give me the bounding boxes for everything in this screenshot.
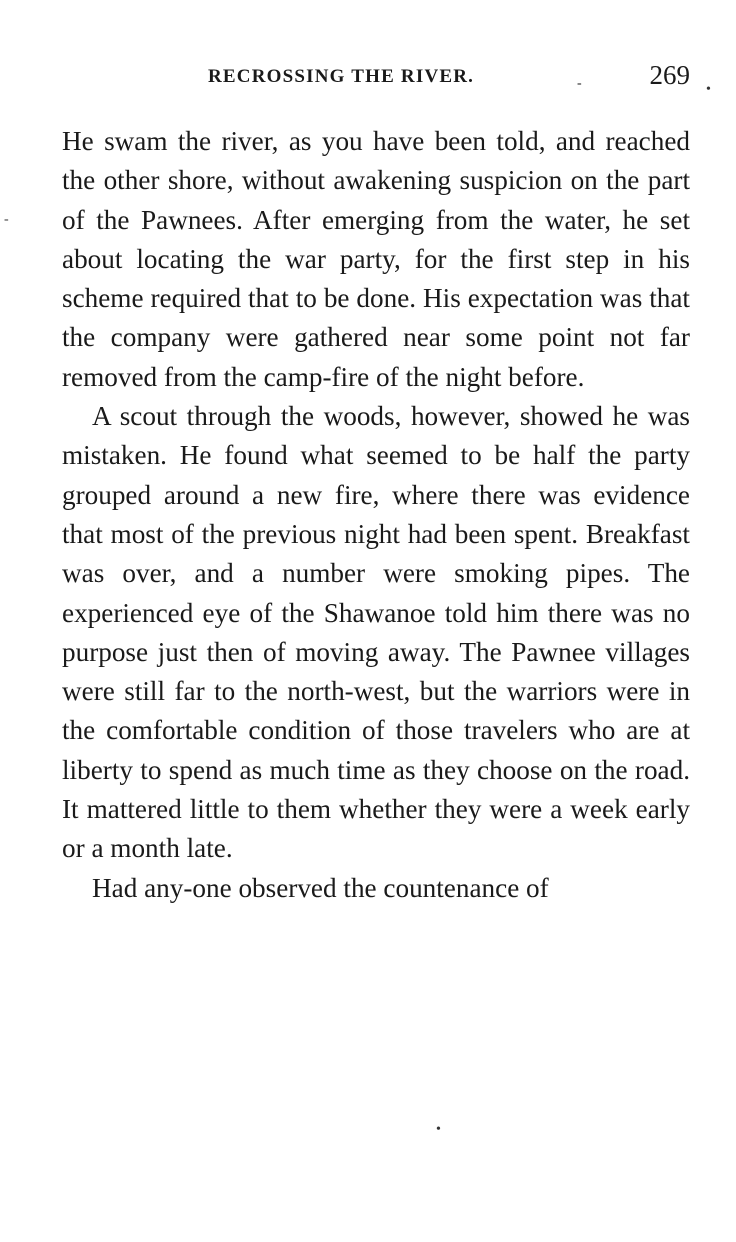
margin-mark-left: -: [4, 212, 9, 227]
paragraph-2: A scout through the woods, however, showed he was mistaken. He found what seemed to be half the party grouped around a new fire, where there was evidence that most of the previous night had been spent. Breakfast was over, and a number were smoking pipes. The experienced eye of the Shawanoe told him there was no purpose just then of moving away. The Pawnee villages were still far to the north-west, but the warriors were in the comfortable condition of those travelers who are at liberty to spend as much time as they choose on the road. It mattered little to them whether they were a week early or a month late.: [62, 401, 690, 864]
page-number: 269: [649, 60, 690, 90]
body-text: [62, 122, 690, 908]
paragraph-1: He swam the river, as you have been told, and reached the other shore, without awakening suspicion on the part of the Pawnees. After emerging from the water, he set about locating the war party, for the first step in his scheme required that to be done. His expectation was that the company were gathered near some point not far removed from the camp-fire of the night before.: [62, 126, 690, 392]
paragraph-3: Had any-one observed the countenance of: [92, 872, 549, 903]
header-separator: -: [577, 76, 582, 91]
running-head: [62, 60, 690, 92]
margin-mark-right: •: [706, 82, 711, 97]
running-title: RECROSSING THE RIVER.: [208, 66, 475, 87]
margin-mark-bottom: •: [436, 1122, 441, 1137]
